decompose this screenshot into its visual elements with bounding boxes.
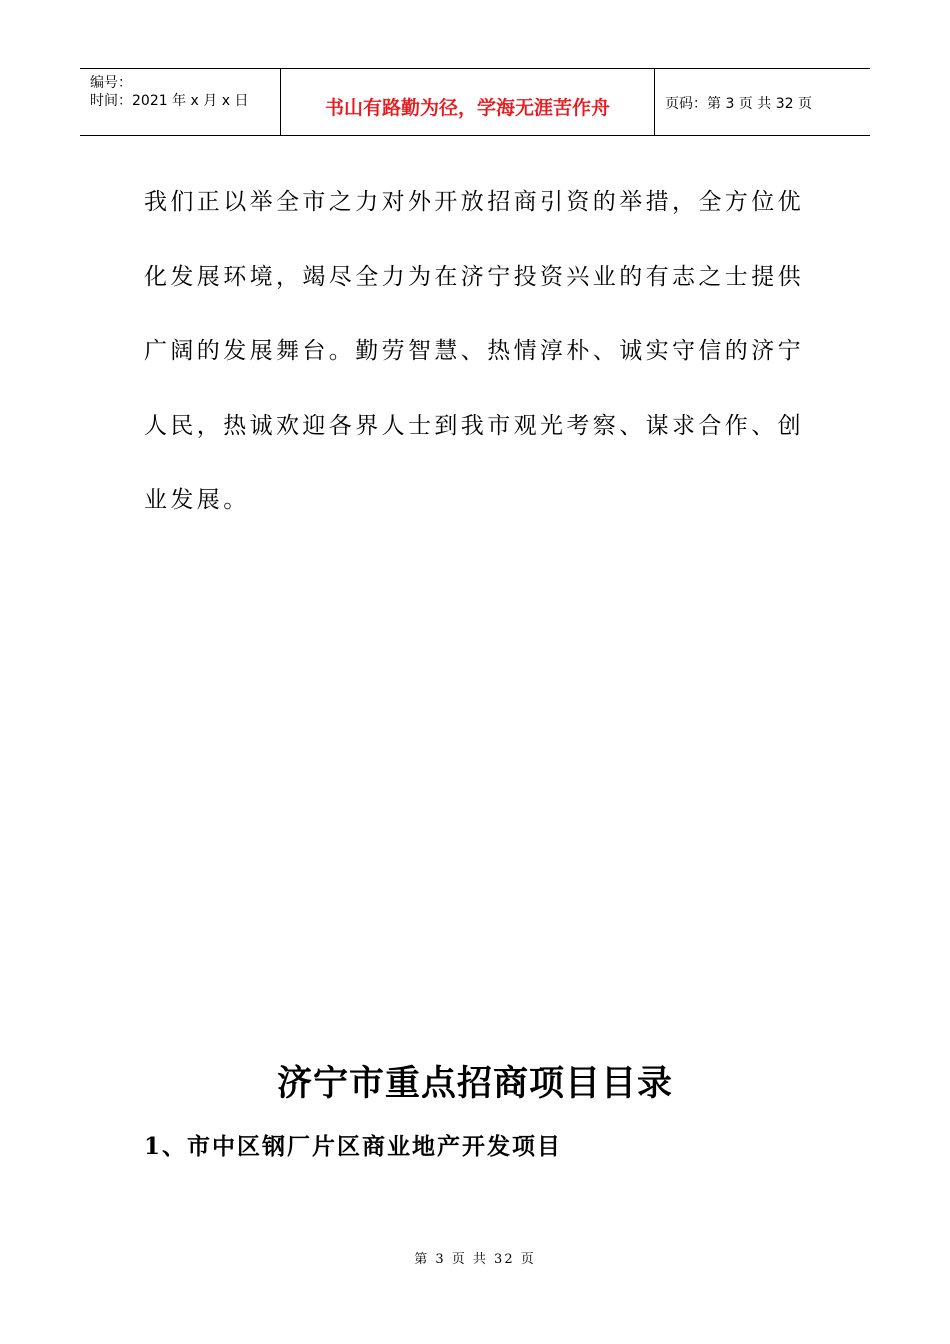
header-page-cell xyxy=(655,69,870,135)
header-motto-cell xyxy=(281,69,655,135)
page-header xyxy=(80,68,870,136)
serial-number-label: 编号： xyxy=(90,75,132,91)
page-footer: 第 3 页 共 32 页 xyxy=(414,1252,536,1267)
header-motto: 书山有路勤为径，学海无涯苦作舟 xyxy=(324,97,610,119)
page-code-label: 页码：第 3 页 共 32 页 xyxy=(665,96,812,112)
section-heading: 1、市中区钢厂片区商业地产开发项目 xyxy=(144,1133,563,1160)
document-title: 济宁市重点招商项目目录 xyxy=(276,1063,673,1104)
date-label: 时间：2021 年 x 月 x 日 xyxy=(90,93,249,109)
header-info-cell xyxy=(80,69,281,135)
body-paragraph: 我们正以举全市之力对外开放招商引资的举措，全方位优化发展环境，竭尽全力为在济宁投资兴业的有志之士提供广阔的发展舞台。勤劳智慧、热情淳朴、诚实守信的济宁人民，热诚欢迎各界人士到我市观光考察、谋求合作、创业发展。 xyxy=(144,189,804,513)
